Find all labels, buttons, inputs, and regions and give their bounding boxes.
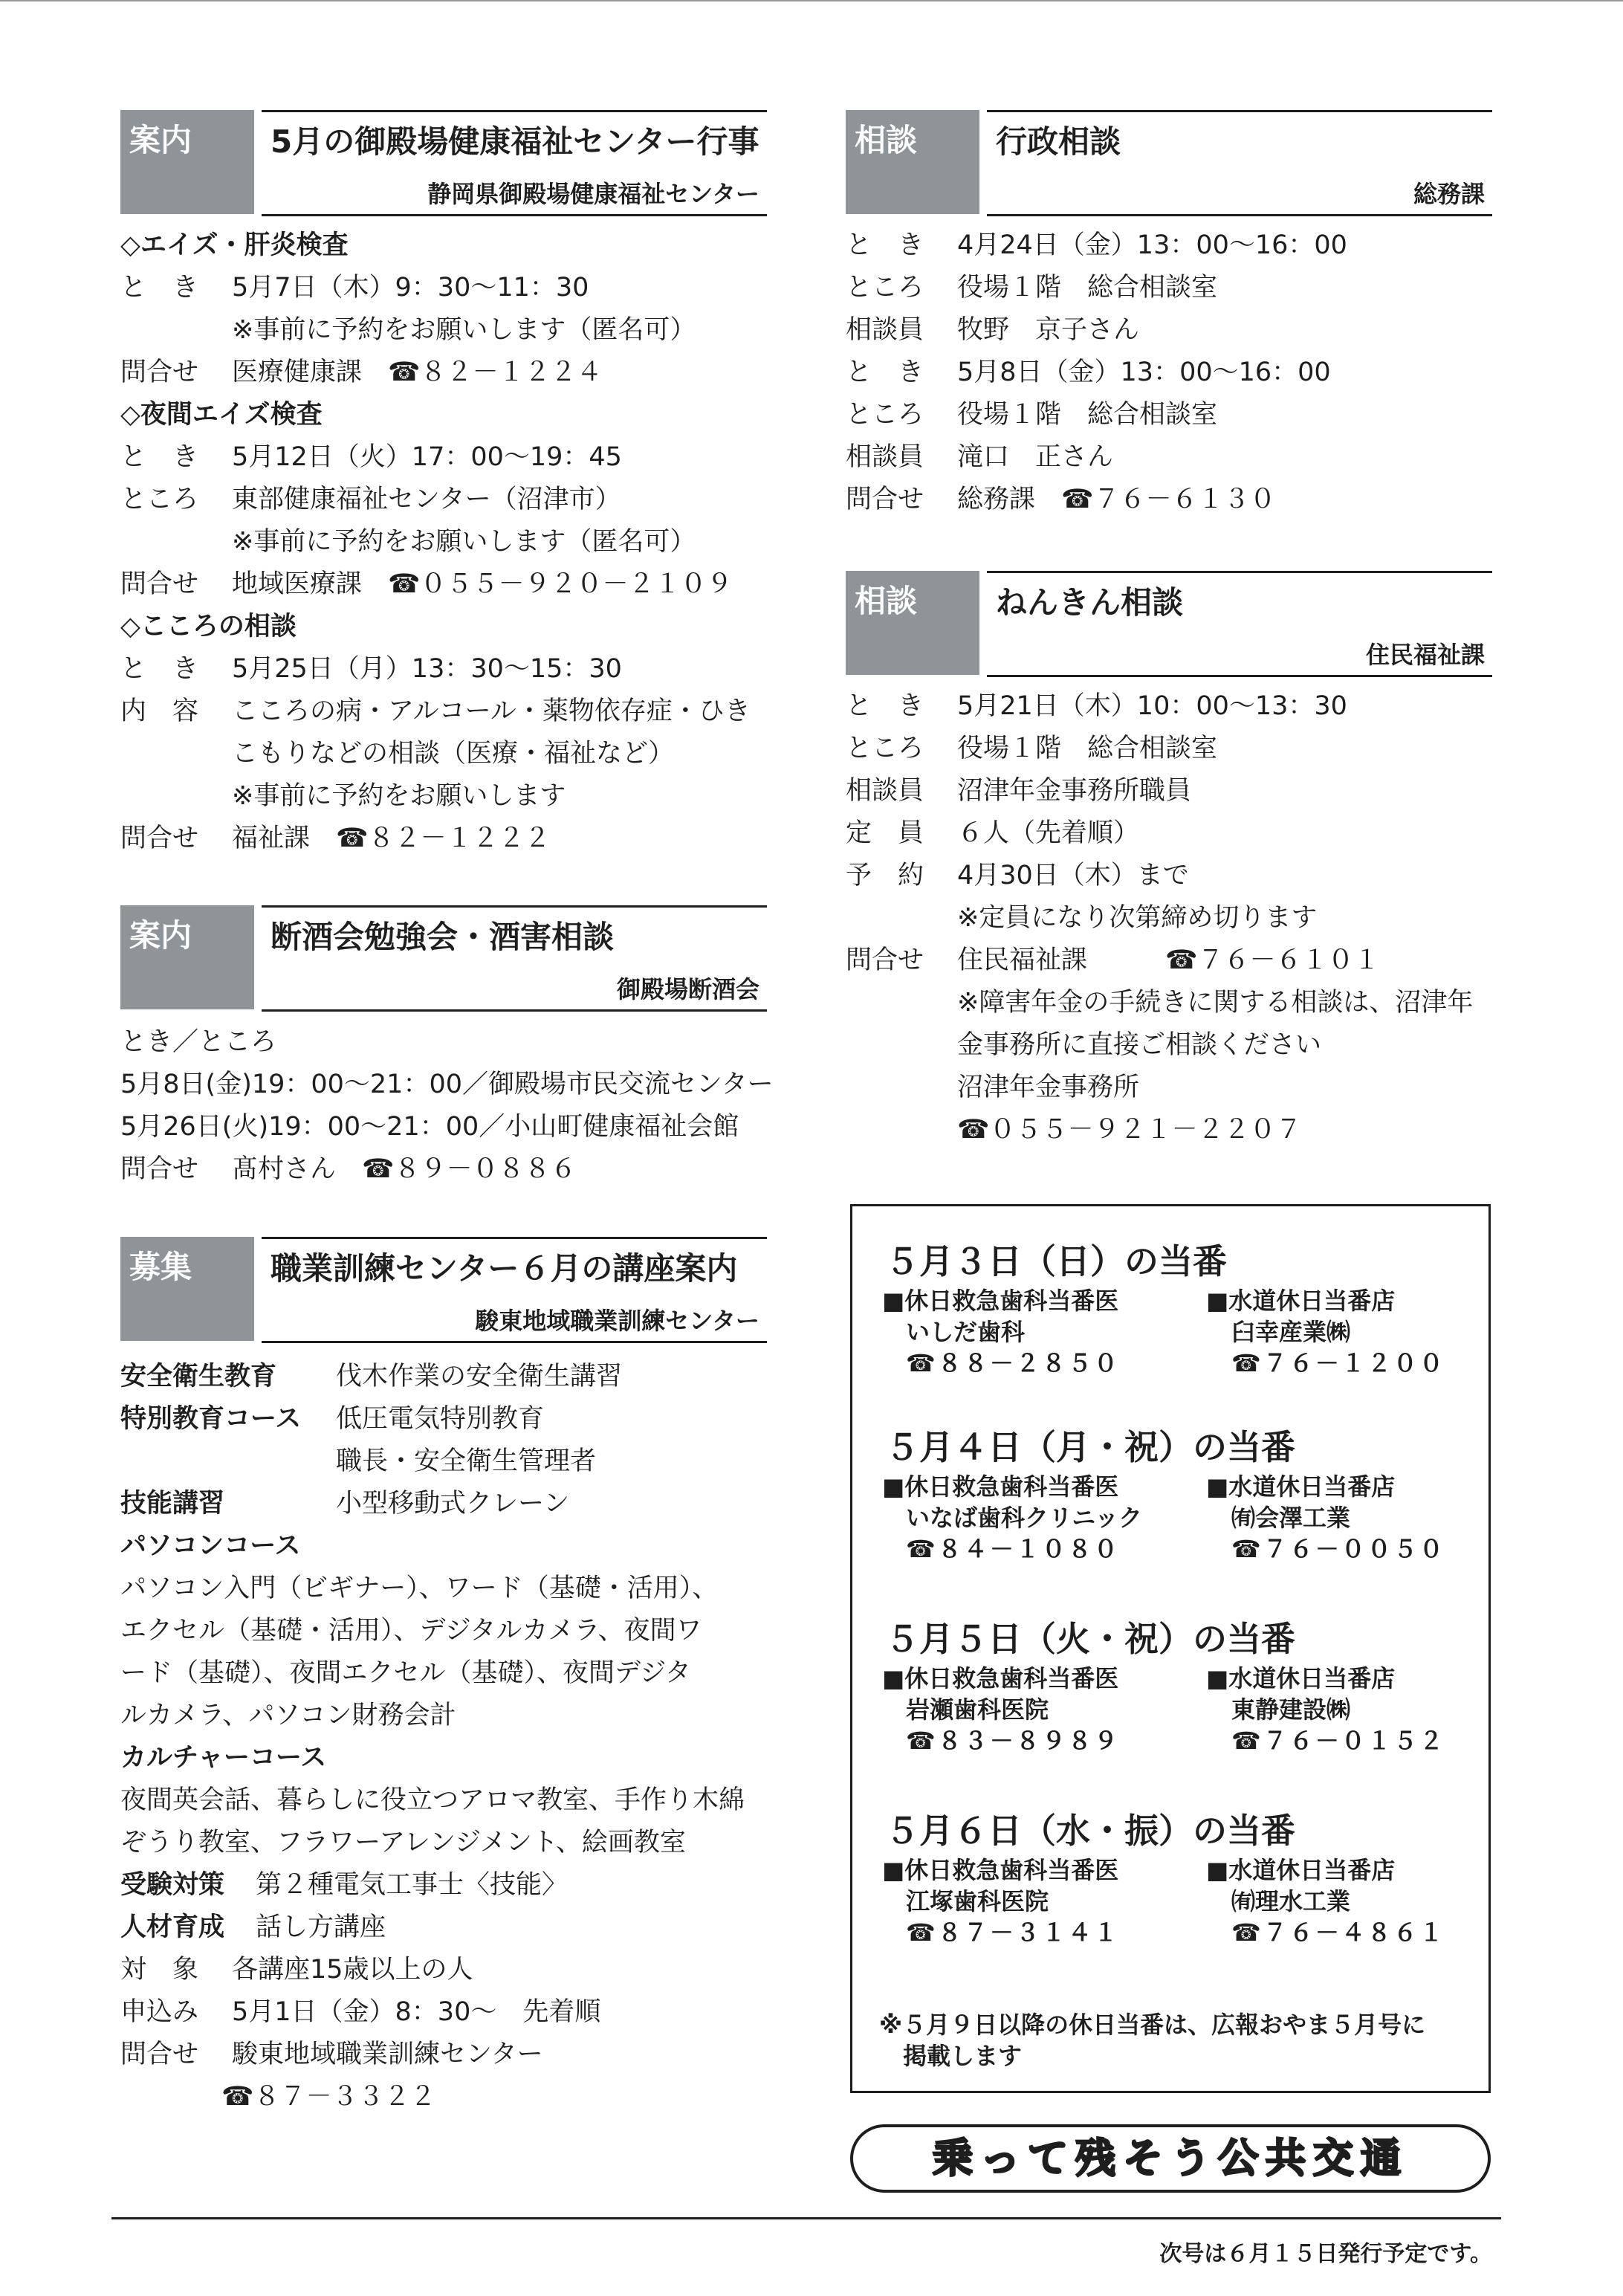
info-line: ※事前に予約をお願いします（匿名可）: [232, 315, 696, 345]
info-line: と き 5月21日（木）10：00～13：30: [846, 691, 1347, 721]
subheading: ◇こころの相談: [120, 612, 297, 641]
section-title: 行政相談: [996, 123, 1121, 160]
info-line: ☎８７－３３２２: [221, 2082, 436, 2112]
dental-tel: ☎８８－２８５０: [906, 1349, 1120, 1377]
info-line: ぞうり教室、フラワーアレンジメント、絵画教室: [120, 1828, 686, 1857]
info-line: ※定員になり次第締め切ります: [957, 903, 1318, 933]
duty-day-heading: ５月４日（月・祝）の当番: [885, 1427, 1295, 1467]
info-line: 対 象 各講座15歳以上の人: [120, 1955, 473, 1985]
info-line: 予 約 4月30日（木）まで: [846, 861, 1189, 890]
duty-day-heading: ５月６日（水・振）の当番: [885, 1811, 1295, 1851]
water-label: ■水道休日当番店: [1206, 1664, 1396, 1692]
section-title: ねんきん相談: [996, 584, 1184, 621]
top-border: [0, 0, 1623, 1]
info-line: 夜間英会話、暮らしに役立つアロマ教室、手作り木綿: [120, 1785, 745, 1815]
info-line: 申込み 5月1日（金）8：30～ 先着順: [120, 1997, 601, 2027]
banner-text: 乗って残そう公共交通: [933, 2135, 1408, 2182]
dental-label: ■休日救急歯科当番医: [882, 1287, 1119, 1315]
info-line: と き 5月25日（月）13：30～15：30: [120, 654, 622, 684]
info-line: 定 員 ６人（先着順）: [846, 818, 1140, 848]
water-name: ㈲会澤工業: [1231, 1504, 1351, 1532]
info-line: 問合せ 総務課 ☎７６－６１３０: [846, 485, 1276, 514]
info-line: 5月8日(金)19：00～21：00／御殿場市民交流センター: [120, 1070, 774, 1099]
info-line: ☎０５５－９２１－２２０７: [957, 1115, 1302, 1145]
info-line: とき／ところ: [120, 1027, 277, 1057]
subheading: ◇夜間エイズ検査: [120, 400, 323, 430]
info-line: ード（基礎）、夜間エクセル（基礎）、夜間デジタ: [120, 1658, 691, 1688]
info-line: ところ 役場１階 総合相談室: [846, 273, 1218, 303]
subheading: ◇エイズ・肝炎検査: [120, 230, 349, 260]
info-line: と き 4月24日（金）13：00～16：00: [846, 230, 1347, 260]
public-transport-banner: [850, 2124, 1491, 2193]
info-line: 問合せ 駿東地域職業訓練センター: [120, 2040, 543, 2069]
water-tel: ☎７６－１２００: [1231, 1349, 1445, 1377]
info-line: 金事務所に直接ご相談ください: [957, 1030, 1322, 1060]
section-title: 5月の御殿場健康福祉センター行事: [270, 123, 759, 160]
subheading: カルチャーコース: [120, 1743, 327, 1773]
section-badge: 相談: [846, 110, 979, 214]
info-line: 人材育成 話し方講座: [120, 1912, 386, 1942]
duty-day-heading: ５月３日（日）の当番: [885, 1241, 1227, 1281]
info-line: 相談員 沼津年金事務所職員: [846, 776, 1192, 806]
duty-note: 掲載します: [903, 2042, 1023, 2070]
dental-tel: ☎８３－８９８９: [906, 1727, 1120, 1755]
subheading: パソコンコース: [120, 1531, 301, 1561]
info-line: 問合せ 医療健康課 ☎８２－１２２４: [120, 358, 603, 387]
dental-label: ■休日救急歯科当番医: [882, 1856, 1119, 1884]
section-organization: 総務課: [1413, 180, 1485, 208]
footer-note: 次号は６月１５日発行予定です。: [1159, 2241, 1492, 2267]
info-line: 問合せ 地域医療課 ☎０５５－９２０－２１０９: [120, 569, 733, 599]
info-line: ルカメラ、パソコン財務会計: [120, 1701, 456, 1730]
dental-label: ■休日救急歯科当番医: [882, 1472, 1119, 1501]
dental-name: 江塚歯科医院: [906, 1887, 1049, 1915]
section-title: 職業訓練センター６月の講座案内: [270, 1250, 738, 1287]
info-line: 問合せ 住民福祉課 ☎７６－６１０１: [846, 945, 1380, 975]
dental-name: 岩瀬歯科医院: [906, 1695, 1049, 1724]
info-line: ※障害年金の手続きに関する相談は、沼津年: [957, 988, 1474, 1018]
info-line: と き 5月12日（火）17：00～19：45: [120, 442, 622, 472]
info-line: と き 5月7日（木）9：30～11：30: [120, 273, 589, 303]
info-line: 相談員 滝口 正さん: [846, 442, 1114, 472]
info-line: ※事前に予約をお願いします: [232, 781, 566, 811]
dental-tel: ☎８４－１０８０: [906, 1535, 1120, 1563]
water-label: ■水道休日当番店: [1206, 1856, 1396, 1884]
section-organization: 駿東地域職業訓練センター: [475, 1307, 759, 1335]
section-organization: 御殿場断酒会: [616, 975, 759, 1003]
info-line: ところ 役場１階 総合相談室: [846, 400, 1218, 430]
water-tel: ☎７６－０１５２: [1231, 1727, 1445, 1755]
section-badge: 相談: [846, 571, 979, 675]
section-organization: 静岡県御殿場健康福祉センター: [427, 180, 759, 208]
info-line: 5月26日(火)19：00～21：00／小山町健康福祉会館: [120, 1112, 739, 1142]
info-line: 内 容 こころの病・アルコール・薬物依存症・ひき: [120, 696, 751, 726]
holiday-duty-box: [850, 1204, 1491, 2093]
info-line: 職長・安全衛生管理者: [336, 1446, 597, 1476]
dental-name: いしだ歯科: [906, 1318, 1026, 1346]
info-line: と き 5月8日（金）13：00～16：00: [846, 358, 1331, 387]
water-label: ■水道休日当番店: [1206, 1287, 1396, 1315]
info-line: パソコン入門（ビギナー）、ワード（基礎・活用）、: [120, 1574, 719, 1603]
duty-note: ※５月９日以降の休日当番は、広報おやま５月号に: [879, 2011, 1426, 2039]
bottom-rule: [111, 2217, 1501, 2219]
info-line: 特別教育コース 低圧電気特別教育: [120, 1404, 545, 1434]
info-line: ところ 役場１階 総合相談室: [846, 734, 1218, 763]
water-name: 臼幸産業㈱: [1231, 1318, 1351, 1346]
dental-tel: ☎８７－３１４１: [906, 1918, 1120, 1947]
section-badge: 案内: [120, 905, 254, 1009]
section-badge: 案内: [120, 110, 254, 214]
section-title: 断酒会勉強会・酒害相談: [270, 919, 615, 955]
info-line: ところ 東部健康福祉センター（沼津市）: [120, 485, 621, 514]
duty-day-heading: ５月５日（火・祝）の当番: [885, 1619, 1295, 1659]
info-line: 沼津年金事務所: [957, 1073, 1140, 1102]
info-line: 問合せ 髙村さん ☎８９－０８８６: [120, 1154, 577, 1184]
info-line: 安全衛生教育 伐木作業の安全衛生講習: [120, 1362, 623, 1391]
water-label: ■水道休日当番店: [1206, 1472, 1396, 1501]
water-tel: ☎７６－４８６１: [1231, 1918, 1445, 1947]
info-line: ※事前に予約をお願いします（匿名可）: [232, 527, 696, 557]
info-line: 相談員 牧野 京子さん: [846, 315, 1140, 345]
water-tel: ☎７６－００５０: [1231, 1535, 1445, 1563]
dental-name: いなば歯科クリニック: [906, 1504, 1143, 1532]
section-organization: 住民福祉課: [1365, 641, 1485, 669]
info-line: こもりなどの相談（医療・福祉など）: [232, 739, 675, 769]
water-name: 東静建設㈱: [1231, 1695, 1351, 1724]
water-name: ㈲理水工業: [1231, 1887, 1351, 1915]
info-line: 受験対策 第２種電気工事士〈技能〉: [120, 1870, 568, 1900]
info-line: エクセル（基礎・活用）、デジタルカメラ、夜間ワ: [120, 1616, 702, 1646]
dental-label: ■休日救急歯科当番医: [882, 1664, 1119, 1692]
info-line: 技能講習 小型移動式クレーン: [120, 1489, 570, 1519]
info-line: 問合せ 福祉課 ☎８２－１２２２: [120, 824, 551, 853]
section-badge: 募集: [120, 1237, 254, 1341]
